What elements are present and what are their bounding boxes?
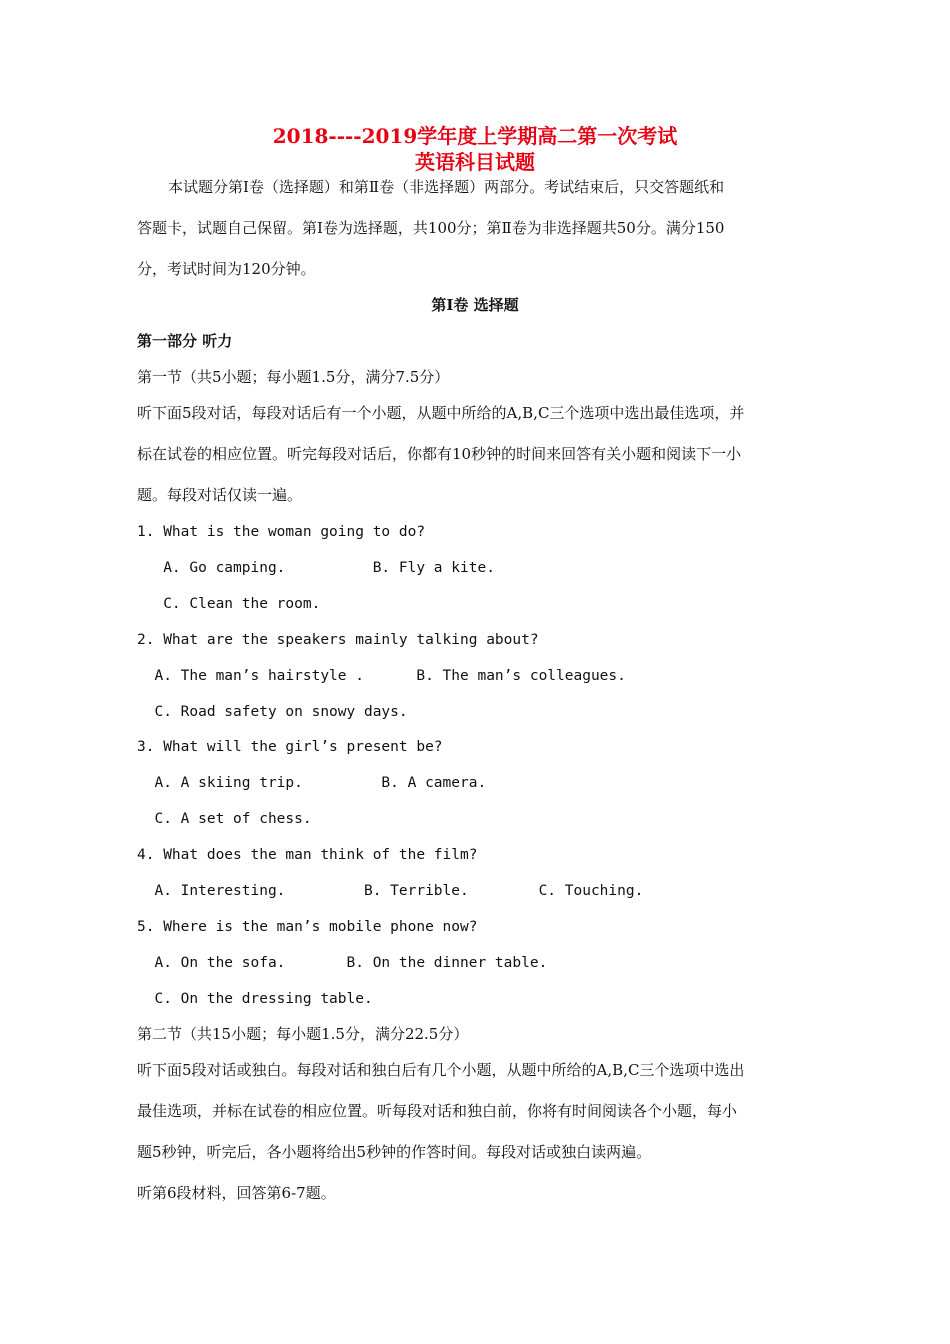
question-5-options-ab: A. On the sofa. B. On the dinner table.: [137, 955, 548, 971]
section1-directions-3: 题。每段对话仅读一遍。: [137, 486, 303, 504]
question-3-option-c: C. A set of chess.: [137, 811, 312, 827]
intro-line1: 本试题分第Ⅰ卷（选择题）和第Ⅱ卷（非选择题）两部分。考试结束后，只交答题纸和: [168, 178, 725, 196]
question-1-option-c: C. Clean the room.: [137, 596, 321, 612]
question-1: 1. What is the woman going to do?: [137, 524, 426, 540]
exam-title-line2: 英语科目试题: [415, 150, 535, 174]
question-3: 3. What will the girl’s present be?: [137, 739, 443, 755]
section1-directions-2: 标在试卷的相应位置。听完每段对话后，你都有10秒钟的时间来回答有关小题和阅读下一小: [137, 445, 742, 463]
question-5-option-c: C. On the dressing table.: [137, 991, 373, 1007]
question-2-options-ab: A. The man’s hairstyle . B. The man’s colleagues.: [137, 668, 626, 684]
question-4-options: A. Interesting. B. Terrible. C. Touching.: [137, 883, 644, 899]
section2-heading: 第二节（共15小题；每小题1.5分，满分22.5分）: [137, 1025, 469, 1043]
section2-directions-1: 听下面5段对话或独白。每段对话和独白后有几个小题，从题中所给的A,B,C三个选项中选出: [137, 1061, 745, 1079]
section2-directions-2: 最佳选项，并标在试卷的相应位置。听每段对话和独白前，你将有时间阅读各个小题，每小: [137, 1102, 738, 1120]
exam-title-line1: 2018----2019学年度上学期高二第一次考试: [272, 124, 678, 148]
question-2-option-c: C. Road safety on snowy days.: [137, 704, 408, 720]
question-4: 4. What does the man think of the film?: [137, 847, 478, 863]
section2-directions-4: 听第6段材料，回答第6-7题。: [137, 1184, 336, 1202]
intro-line3: 分，考试时间为120分钟。: [137, 260, 316, 278]
question-1-options-ab: A. Go camping. B. Fly a kite.: [137, 560, 495, 576]
question-3-options-ab: A. A skiing trip. B. A camera.: [137, 775, 487, 791]
section1-directions-1: 听下面5段对话，每段对话后有一个小题，从题中所给的A,B,C三个选项中选出最佳选项，并: [137, 404, 745, 422]
part-title: 第一部分 听力: [137, 332, 233, 350]
section1-heading: 第一节（共5小题；每小题1.5分，满分7.5分）: [137, 368, 450, 386]
section2-directions-3: 题5秒钟，听完后，各小题将给出5秒钟的作答时间。每段对话或独白读两遍。: [137, 1143, 652, 1161]
question-2: 2. What are the speakers mainly talking about?: [137, 632, 539, 648]
question-5: 5. Where is the man’s mobile phone now?: [137, 919, 478, 935]
intro-line2: 答题卡，试题自己保留。第Ⅰ卷为选择题，共100分；第Ⅱ卷为非选择题共50分。满分150: [137, 219, 725, 237]
volume-title: 第Ⅰ卷 选择题: [431, 296, 519, 314]
